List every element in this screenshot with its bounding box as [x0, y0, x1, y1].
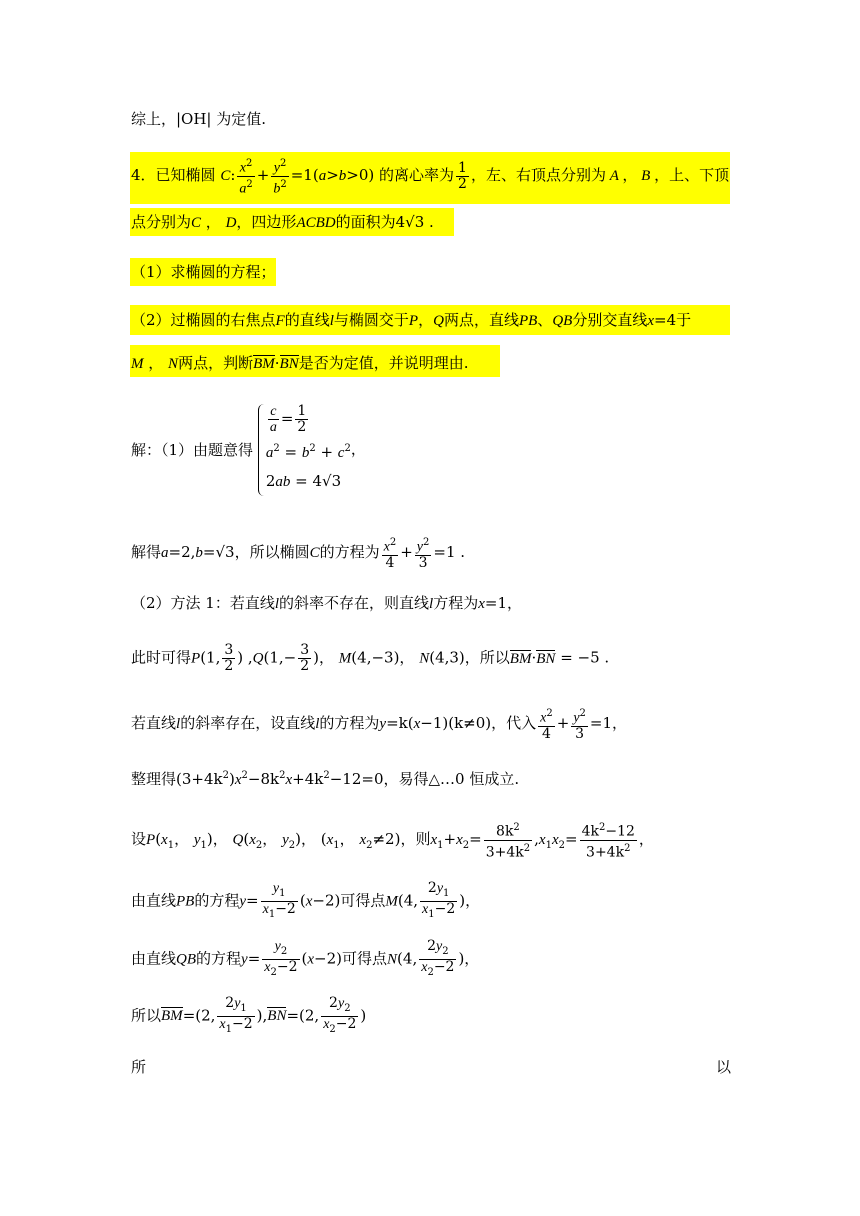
text: 的面积为	[335, 213, 396, 231]
text: ，代入	[491, 713, 537, 732]
text: 由直线	[131, 949, 177, 968]
problem-4-line2: 点分别为C ， D，四边形ACBD的面积为4√3 .	[131, 213, 434, 231]
solved-line: 解得a=2,b=√3，所以椭圆C的方程为 $\frac{x^2}{4}$ + $\frac{y^2}{3}$ =1 .	[131, 537, 466, 571]
text: （2）过椭圆的右焦点	[131, 311, 276, 329]
arrange-line: 整理得$(3+4k^2)x^2-8k^2x+4k^2-12=0$，易得△…0 恒成立.	[131, 770, 520, 788]
text: 的斜率不存在，则直线	[279, 594, 430, 612]
text: 的离心率为	[379, 166, 455, 185]
text: 的方程	[194, 891, 240, 910]
text: 的方程为	[319, 542, 380, 561]
text: 是否为定值，并说明理由.	[298, 354, 469, 372]
text: 所	[131, 1058, 147, 1076]
text: 可得点	[342, 949, 388, 968]
fraction: $\frac{1}{2}$	[458, 159, 467, 192]
fraction: $\frac{y^2}{b^2}$	[273, 158, 287, 197]
text: 整理得	[131, 770, 177, 788]
line-qb: 由直线QB的方程y= $\frac{y_2}{x_2-2}$ (x−2)可得点N(4, $\frac{2y_2}{x_2-2}$ )，	[131, 938, 480, 978]
text: 的斜率存在，设直线	[180, 713, 316, 732]
text: （1）求椭圆的方程；	[131, 263, 276, 281]
set-points-line: 设$P(x_1$， $y_1$)， $Q(x_2$， $y_2$)， ($x_1$， $x_2\ne 2$)，则$x_1+x_2=$ $\frac{8k^2}{3+4k^2}$ $,x_1x_2=$ $\frac{4k^2-12}{3+4k^2}$ ，	[131, 822, 654, 861]
text: ，左、右顶点分别为	[470, 166, 606, 185]
text: 此时可得	[131, 648, 192, 667]
vectors-line: 所以BM=(2, $\frac{2y_1}{x_1-2}$ ),BN=(2, $\frac{2y_2}{x_2-2}$ )	[131, 995, 367, 1035]
slope-exists-line: 若直线l的斜率存在，设直线l的方程为y=k(x−1)(k≠0)，代入 $\frac{x^2}{4}$ + $\frac{y^2}{3}$ =1，	[131, 708, 628, 742]
problem-4-line1: 4．已知椭圆 C: $\frac{x^2}{a^2}$ + $\frac{y^2}{b^2}$ =1(a>b>0) 的离心率为 $\frac{1}{2}$ ，左、右顶点分别为 A ， B ，上、下顶	[131, 158, 730, 197]
text: 两点，直线	[443, 311, 519, 329]
text: 解：（1）由题意得	[131, 441, 254, 459]
text: 解得	[131, 542, 162, 561]
text: 的方程	[196, 949, 242, 968]
text: 分别交直线	[572, 311, 648, 329]
text: ，易得△…0 恒成立.	[383, 770, 520, 788]
problem-label: 4．已知椭圆	[131, 166, 216, 185]
points-line: 此时可得P(1, $\frac{3}{2}$ ) ,Q(1,− $\frac{3}{2}$ )， M(4,−3)， N(4,3)，所以BM·BN = −5 .	[131, 642, 610, 674]
text: 若直线	[131, 713, 177, 732]
part-1-line	[131, 261, 276, 283]
text: 的方程为	[319, 713, 380, 732]
text: ，所以	[464, 648, 510, 667]
text: （2）方法 1：若直线	[131, 594, 275, 612]
part-2-line1: （2）过椭圆的右焦点F的直线l与椭圆交于P，Q两点，直线PB、QB分别交直线x=4于	[131, 311, 692, 329]
text: 的直线	[284, 311, 330, 329]
line-pb: 由直线PB的方程y= $\frac{y_1}{x_1-2}$ (x−2)可得点M(4, $\frac{2y_1}{x_1-2}$ )，	[131, 880, 481, 920]
conclusion-text: 综上，|OH| 为定值.	[131, 110, 267, 128]
method-1-line: （2）方法 1：若直线l的斜率不存在，则直线l方程为x=1，	[131, 594, 523, 612]
text: ，所以椭圆	[234, 542, 310, 561]
text: ，则	[400, 830, 431, 849]
solution-1: 解：（1）由题意得 $\frac{c}{a}$ = $\frac{1}{2}$ $a^2 = b^2 + c^2$ 2ab = 4√3 ，	[131, 404, 366, 496]
part-2-line2: M ， N两点，判断BM·BN是否为定值，并说明理由.	[131, 354, 469, 372]
fraction: $\frac{x^2}{a^2}$	[239, 158, 253, 197]
text: 由直线	[131, 891, 177, 910]
text: 设	[131, 830, 147, 849]
brace	[258, 404, 265, 496]
text: 两点，判断	[178, 354, 254, 372]
text: 与椭圆交于	[333, 311, 409, 329]
text: 所以	[131, 1006, 162, 1025]
text: 以	[716, 1058, 732, 1076]
text: ，上、下顶	[654, 166, 730, 185]
text: 于	[676, 311, 692, 329]
equation-system: $\frac{c}{a}$ = $\frac{1}{2}$ $a^2 = b^2 + c^2$ 2ab = 4√3	[258, 404, 351, 496]
last-line-right	[716, 1056, 731, 1078]
conclusion-line	[131, 108, 266, 130]
text: 可得点	[340, 891, 386, 910]
text: 方程为	[433, 594, 479, 612]
last-line-left	[131, 1056, 146, 1078]
text: ，四边形	[236, 213, 297, 231]
text: 点分别为	[131, 213, 192, 231]
